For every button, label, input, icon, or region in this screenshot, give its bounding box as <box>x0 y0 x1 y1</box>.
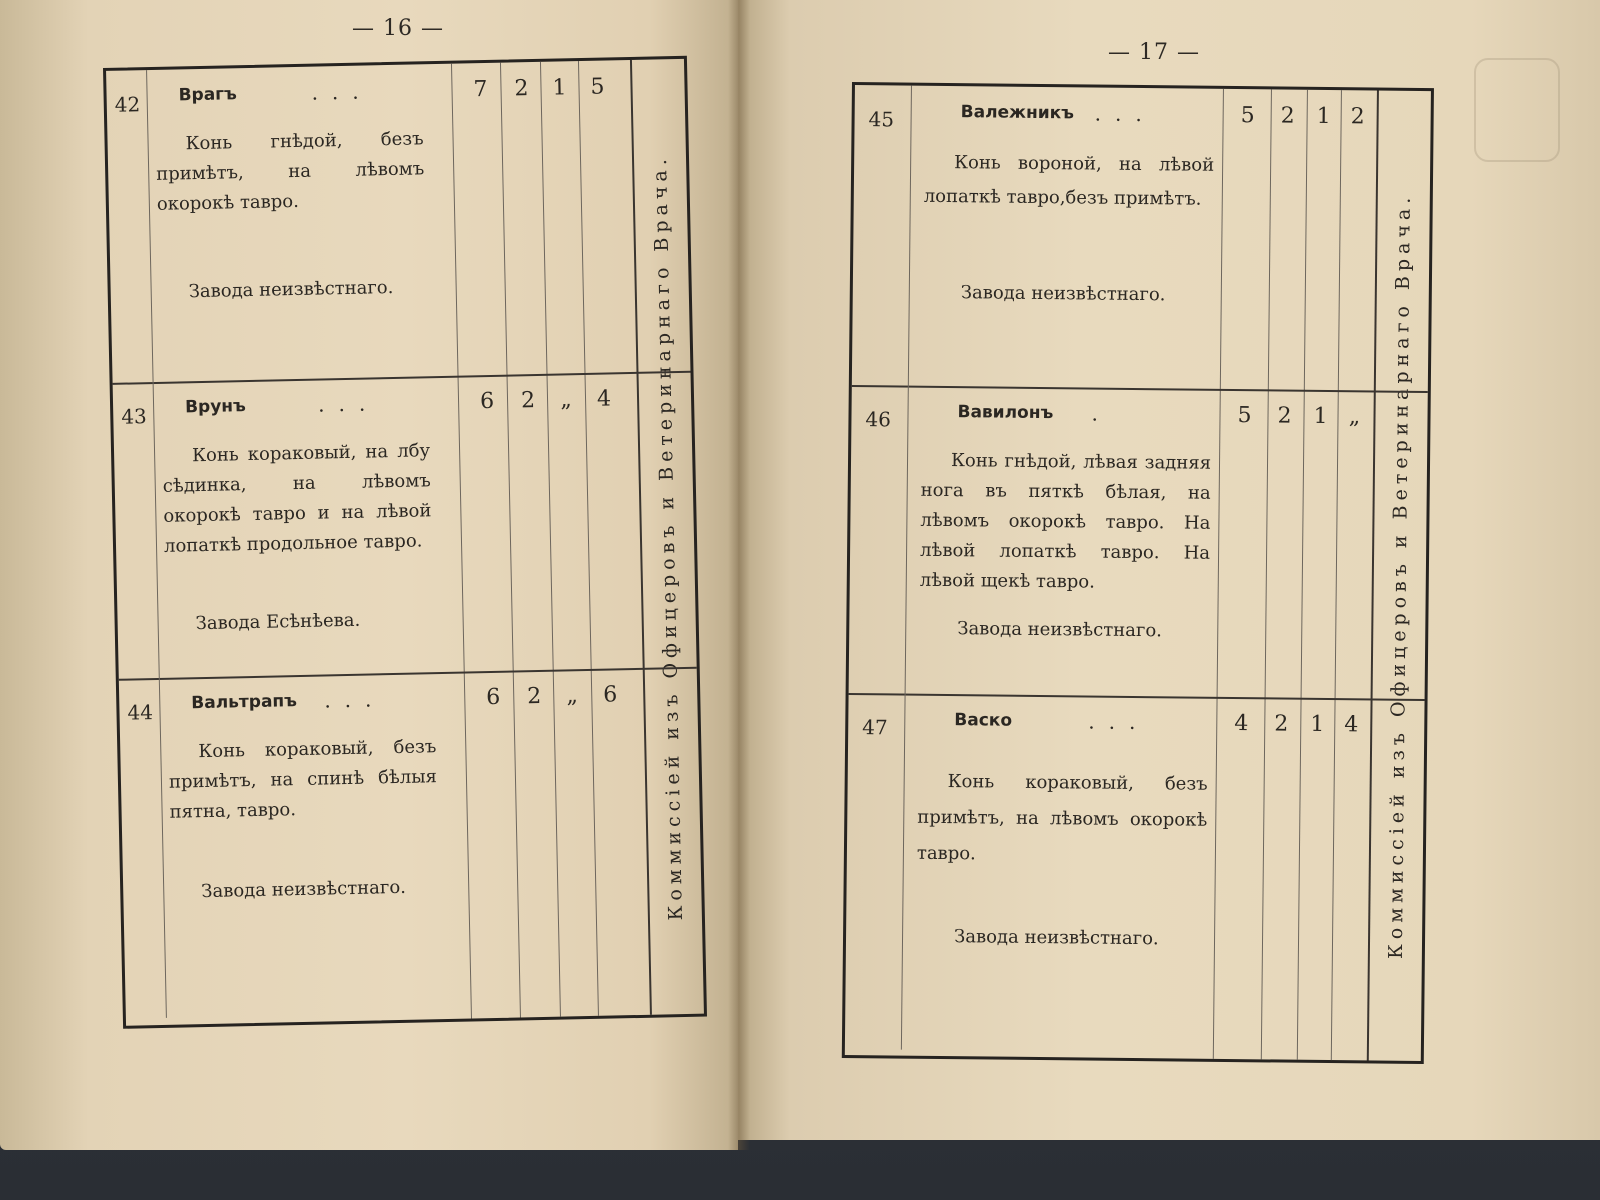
ledger-entry <box>119 667 704 1019</box>
value-cell: 1 <box>1310 711 1325 737</box>
entry-number: 47 <box>862 715 888 740</box>
ledger-entry <box>849 385 1428 701</box>
ledger-table <box>842 82 1434 1064</box>
horse-origin: Завода неизвѣстнаго. <box>188 276 394 303</box>
value-cell: 7 <box>473 76 488 103</box>
value-cell: „ <box>566 683 579 709</box>
page-number: — 16 — <box>352 16 444 41</box>
number-column <box>106 70 154 383</box>
ledger-entry <box>845 693 1425 1055</box>
left-page <box>0 0 738 1150</box>
ledger-entry <box>106 59 690 385</box>
horse-origin: Завода неизвѣстнаго. <box>960 282 1166 306</box>
horse-description: Конь гнѣдой, лѣвая задняя нога въ пяткѣ бѣлая, на лѣвомъ окорокѣ тавро. На лѣвой лопаткѣ тавро. На лѣвой щекѣ тавро. <box>919 450 1212 593</box>
value-cell: 2 <box>520 388 536 414</box>
horse-name: Васко <box>954 710 1013 731</box>
value-cell: 6 <box>602 682 618 708</box>
horse-description: Конь вороной, на лѣвой лопаткѣ тавро,безъ примѣтъ. <box>923 152 1215 210</box>
value-cell: 1 <box>1316 103 1331 130</box>
horse-description: Конь гнѣдой, безъ примѣтъ, на лѣвомъ окорокѣ тавро. <box>156 128 425 215</box>
ledger-entry <box>852 85 1431 393</box>
ledger-table <box>103 56 707 1029</box>
horse-origin: Завода неизвѣстнаго. <box>201 876 407 903</box>
horse-description: Конь кораковый, безъ примѣтъ, на лѣвомъ окорокѣ тавро. <box>916 771 1208 865</box>
horse-name: Вальтрапъ <box>191 691 298 714</box>
value-cell: 5 <box>590 74 605 100</box>
ledger-entry <box>113 371 697 681</box>
blind-stamp <box>1474 58 1560 162</box>
value-cell: 2 <box>1277 403 1292 429</box>
value-cell: „ <box>1348 404 1361 430</box>
value-cell: 1 <box>1313 403 1328 429</box>
entry-number: 45 <box>868 107 895 132</box>
value-cell: 5 <box>1240 103 1255 129</box>
dot-leader: ... <box>1094 101 1156 127</box>
value-cell: 4 <box>1234 711 1249 737</box>
entry-number: 46 <box>865 407 892 432</box>
page-number: — 17 — <box>1108 40 1200 65</box>
dot-leader: ... <box>311 79 373 105</box>
book-gutter <box>728 0 750 1150</box>
horse-name: Врагъ <box>178 84 238 106</box>
horse-name: Валежникъ <box>960 102 1075 124</box>
value-cell: 6 <box>479 388 495 415</box>
side-heading: Коммиссiей изъ Офицеровъ и Ветеринарнаго Врача. <box>1384 192 1415 959</box>
dot-leader: ... <box>1088 709 1150 735</box>
value-cell: 6 <box>486 684 501 711</box>
value-cell: 2 <box>514 76 529 102</box>
horse-description: Конь кораковый, на лбу сѣдинка, на лѣвомъ окорокѣ тавро и на лѣвой лопаткѣ продольное тавро. <box>162 440 432 557</box>
value-cell: 2 <box>1350 104 1365 130</box>
value-cell: 1 <box>552 75 567 101</box>
dot-leader: ... <box>324 687 386 713</box>
entry-number: 43 <box>121 404 148 429</box>
value-cell: 5 <box>1237 403 1252 429</box>
right-page <box>738 0 1600 1140</box>
value-cell: 2 <box>526 683 542 710</box>
horse-origin: Завода неизвѣстнаго. <box>953 926 1159 950</box>
value-cell: 2 <box>1274 711 1289 737</box>
entry-number: 42 <box>114 92 141 117</box>
dot-leader: ... <box>317 391 380 417</box>
horse-origin: Завода неизвѣстнаго. <box>957 618 1163 642</box>
entry-number: 44 <box>127 700 154 725</box>
dot-leader: . <box>1091 401 1099 426</box>
number-column <box>845 693 906 1050</box>
horse-name: Вавилонъ <box>957 402 1054 424</box>
side-heading: Коммиссiей изъ Офицеровъ и Ветеринарнаго Врача. <box>648 153 687 921</box>
horse-origin: Завода Есѣнѣева. <box>195 609 361 635</box>
horse-name: Врунъ <box>184 396 247 418</box>
value-cell: 4 <box>596 386 612 412</box>
value-cell: „ <box>560 387 573 413</box>
value-cell: 4 <box>1344 712 1359 738</box>
value-cell: 2 <box>1280 103 1295 129</box>
horse-description: Конь кораковый, безъ примѣтъ, на спинѣ бѣлыя пятна, тавро. <box>168 736 438 823</box>
number-column <box>119 678 167 1019</box>
